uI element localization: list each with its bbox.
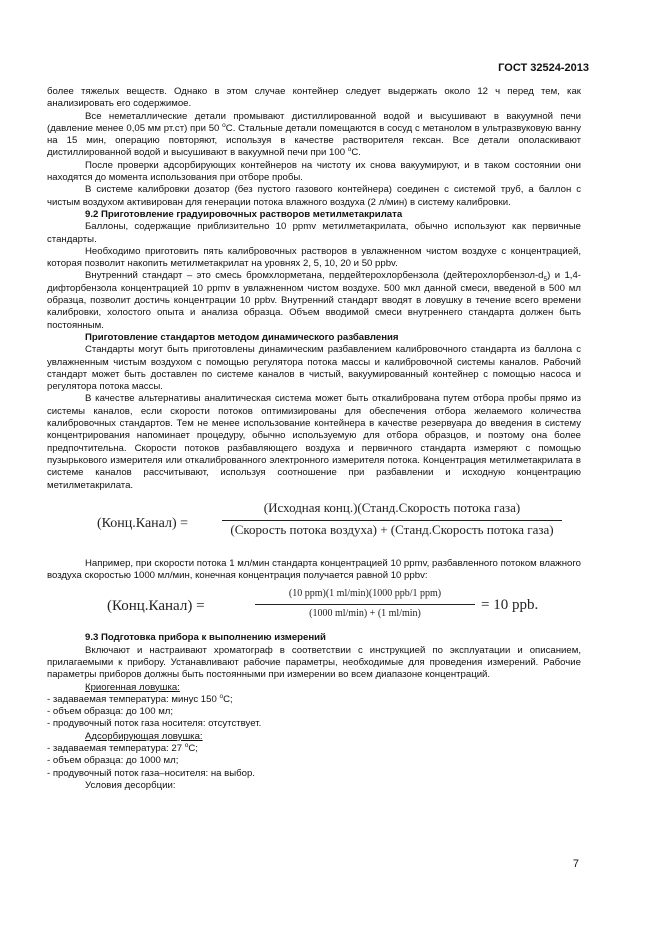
formula-result: = 10 ppb.: [481, 597, 539, 614]
paragraph: Баллоны, содержащие приблизительно 10 ppmv метилметакрилата, обычно используют как первичные стандарты.: [47, 221, 581, 245]
formula-dilution-example: [47, 588, 581, 628]
standard-header: ГОСТ 32524-2013: [498, 62, 589, 74]
paragraph: В системе калибровки дозатор (без пустого газового контейнера) соединен с системой труб, а баллон с чистым воздухом активирован для генерации потока влажного воздуха (2 л/мин) в систему калибровки.: [47, 184, 581, 208]
page-number: 7: [572, 858, 579, 870]
formula-numerator: (Исходная конц.)(Станд.Скорость потока газа): [263, 499, 521, 515]
paragraph: В качестве альтернативы аналитическая система может быть откалибрована путем отбора пробы прямо из системы каналов, если скорости потоков оптимизированы для обеспечения отбора желаемого количества калибровочных стандартов. Тем не менее использование контейнера в качестве резервуара до введения в систему концентрирования напоминает процедуру, обычно используемую для отбора образцов, и поэтому она более предпочтительна. Скорости потоков разбавляющего воздуха и первичного стандарта измеряют с помощью пузырькового измерителя или откалиброванного электронного измерителя потока. Концентрация метилметакрилата в системе каналов рассчитывают, используя соотношение при разбавлении и исходную концентрацию метилметакрилата.: [47, 393, 581, 491]
cryo-purge: - продувочный поток газа носителя: отсутствует.: [47, 718, 262, 730]
adsorb-purge: - продувочный поток газа–носителя: на выбор.: [47, 767, 255, 779]
cryo-trap-title: Криогенная ловушка:: [85, 681, 180, 693]
paragraph: После проверки адсорбирующих контейнеров на чистоту их снова вакуумируют, и в таком состоянии они находятся до момента использования при отборе пробы.: [47, 159, 581, 184]
formula-denominator: (1000 ml/min) + (1 ml/min): [309, 608, 421, 620]
section-heading-9-2: 9.2 Приготовление градуировочных растворов метилметакрилата: [85, 208, 403, 220]
paragraph: Необходимо приготовить пять калибровочных растворов в увлажненном чистом воздухе с концентрацией, которая позволит накопить метилметакрилат на уровнях 2, 5, 10, 20 и 50 ppbv.: [47, 245, 581, 270]
paragraph: Например, при скорости потока 1 мл/мин стандарта концентрацией 10 ppmv, разбавленного потоком влажного воздуха скоростью 1000 мл/мин, конечная концентрация получается равной 10 ppbv:: [47, 557, 581, 582]
formula-lhs: (Конц.Канал) =: [107, 598, 205, 615]
desorption-conditions: Условия десорбции:: [85, 779, 176, 791]
fraction-line: [222, 520, 562, 521]
cryo-volume: - объем образца: до 100 мл;: [47, 706, 174, 718]
section-heading-9-3: 9.3 Подготовка прибора к выполнению измерений: [85, 632, 326, 644]
cryo-temperature: - задаваемая температура: минус 150 $^o$С;: [47, 692, 233, 705]
paragraph: Стандарты могут быть приготовлены динамическим разбавлением калибровочного стандарта из баллона с увлажненным чистым воздухом с помощью регулятора потока массы и калибровочной системы каналов. Рабочий стандарт может быть доставлен по системе каналов в чистый, вакуумированный контейнер с помощью насоса и регулятора потока массы.: [47, 344, 581, 393]
adsorb-trap-title: Адсорбирующая ловушка:: [85, 730, 203, 742]
formula-denominator: (Скорость потока воздуха) + (Станд.Скорость потока газа): [230, 521, 554, 537]
paragraph: Включают и настраивают хроматограф в соответствии с инструкцией по эксплуатации и описанием, прилагаемыми к прибору. Устанавливают рабочие параметры, необходимые для проведения измерений. Рабочие параметры приборов должны быть постоянными при измерении во всем диапазоне концентраций.: [47, 644, 581, 681]
adsorb-temperature: - задаваемая температура: 27 $^o$С;: [47, 741, 198, 755]
formula-numerator: (10 ppm)(1 ml/min)(1000 ppb/1 ppm): [288, 588, 442, 600]
subsection-heading-dynamic-dilution: Приготовление стандартов методом динамического разбавления: [85, 331, 399, 343]
formula-dilution-general: [47, 500, 581, 552]
paragraph-internal-standard: Внутренний стандарт – это смесь бромхлорметана, пердейтерохлорбензола $(дейтерохлорбензол-d_5)$ и 1,4-дифторбензола концентрацией 10 ppmv в увлажненном чистом воздухе. 500 мкл данной смеси, введеной в 500 мл образца, позволит достичь концентрации 10 ppbv. Внутренний стандарт вводят в ловушку в течение всего времени калибровки, холостого опыта и анализа образца. Объем вводимой смеси внутреннего стандарта должен быть постоянным.: [47, 270, 581, 331]
paragraph-cleaning: Все неметаллические детали промывают дистиллированной водой и высушивают в вакуумной печи (давление менее 0,05 мм рт.ст) при 50 $^o$C. Стальные детали помещаются в сосуд с метанолом в ультразвуковую ванну на 15 мин, операцию повторяют, используя в качестве растворителя гексан. Все детали ополаскивают дистиллированной водой и высушивают в вакуумной печи при 100 $^o$C.: [47, 110, 581, 159]
formula-lhs: (Конц.Канал) =: [97, 515, 189, 531]
paragraph: более тяжелых веществ. Однако в этом случае контейнер следует выдержать около 12 ч перед тем, как анализировать его содержимое.: [47, 86, 581, 110]
adsorb-volume: - объем образца: до 1000 мл;: [47, 755, 179, 767]
page-body: [47, 86, 581, 792]
fraction-line: [255, 604, 475, 605]
